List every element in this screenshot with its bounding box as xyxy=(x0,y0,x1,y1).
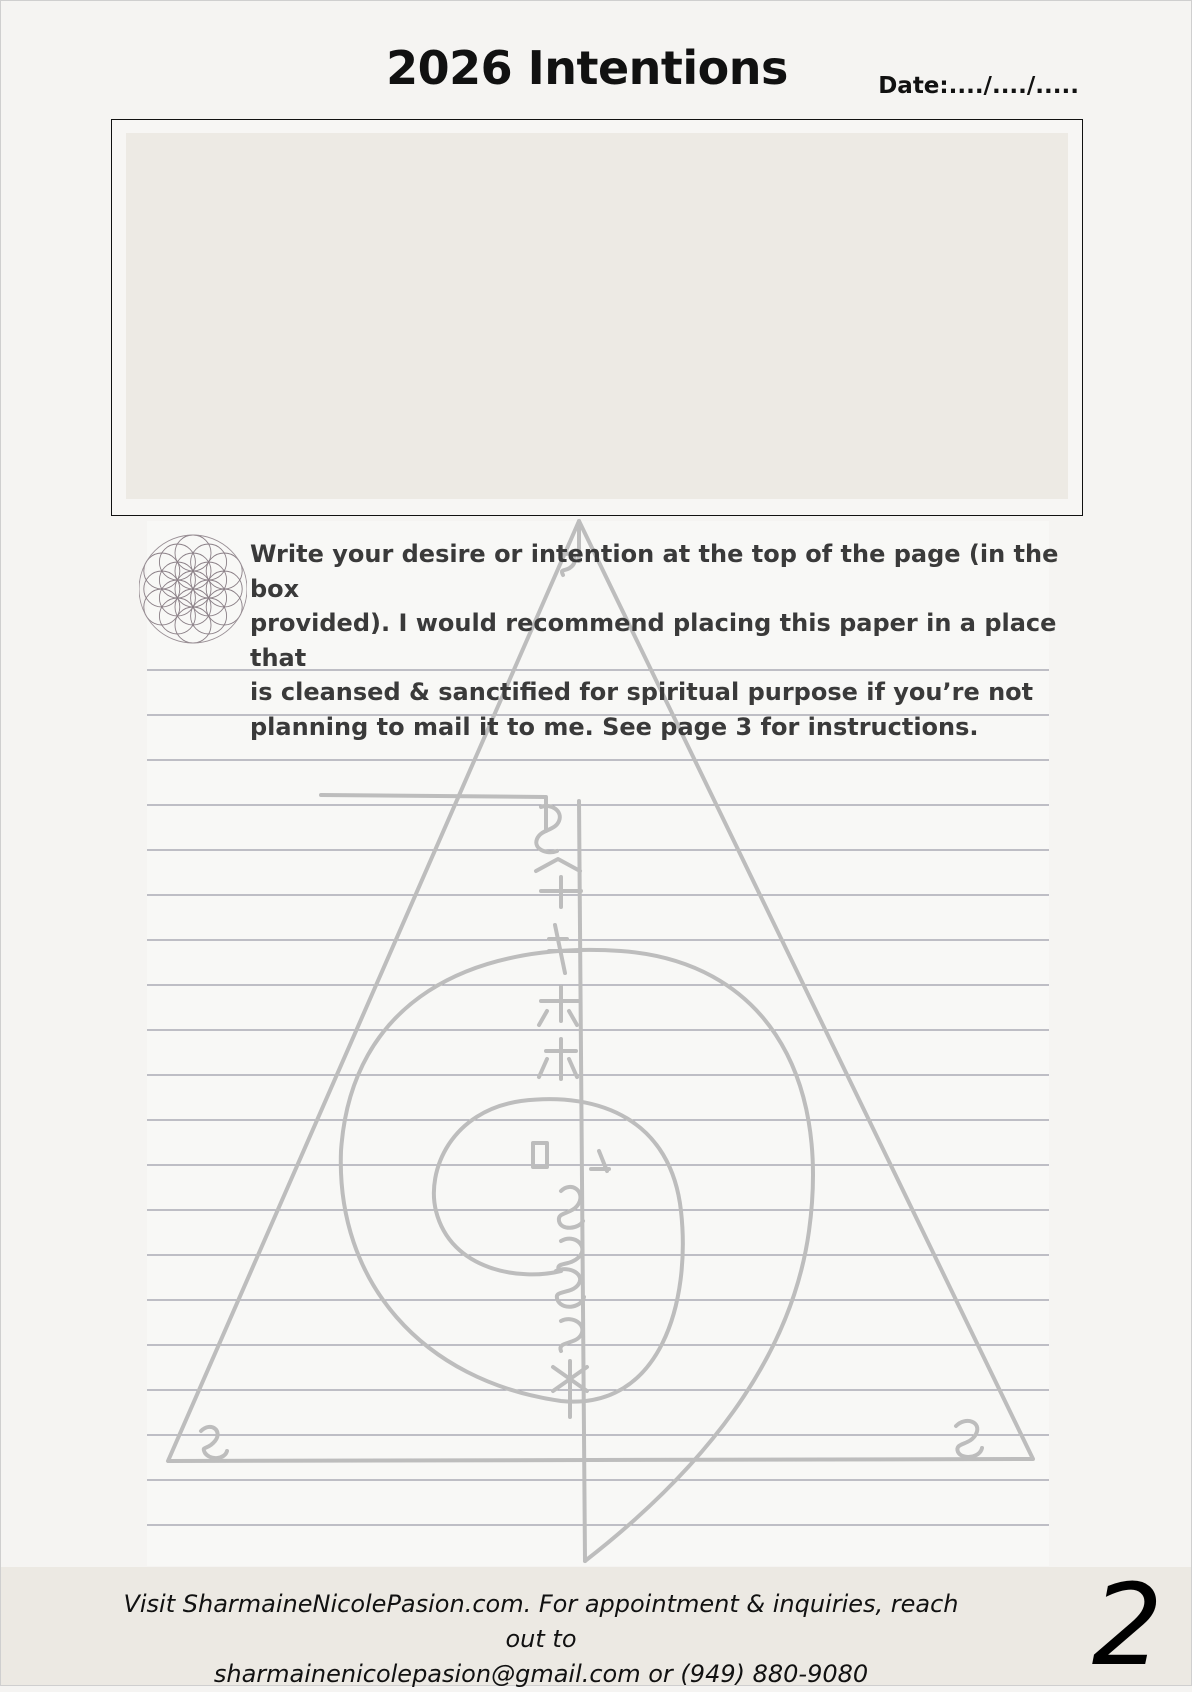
flower-of-life-icon xyxy=(139,531,247,647)
footer-contact-text xyxy=(121,1587,961,1692)
instructions-text xyxy=(250,537,1070,744)
instructions-line: Write your desire or intention at the top of the page (in the box xyxy=(250,540,1059,603)
instructions-line: is cleansed & sanctified for spiritual purpose if you’re not xyxy=(250,678,1034,706)
date-field-label: Date:..../..../..... xyxy=(878,73,1079,99)
footer-line: sharmainenicolepasion@gmail.com or (949) 880-9080 xyxy=(213,1660,869,1688)
instructions-line: planning to mail it to me. See page 3 for instructions. xyxy=(250,712,979,741)
footer xyxy=(1,1561,1191,1691)
triangle-spiral-sigil-icon xyxy=(1,1,1191,1567)
footer-line: Visit SharmaineNicolePasion.com. For appointment & inquiries, reach out to xyxy=(123,1590,959,1653)
page-number: 2 xyxy=(1091,1561,1163,1691)
page-title: 2026 Intentions xyxy=(386,41,788,95)
instructions-line: provided). I would recommend placing this paper in a place that xyxy=(250,609,1057,672)
